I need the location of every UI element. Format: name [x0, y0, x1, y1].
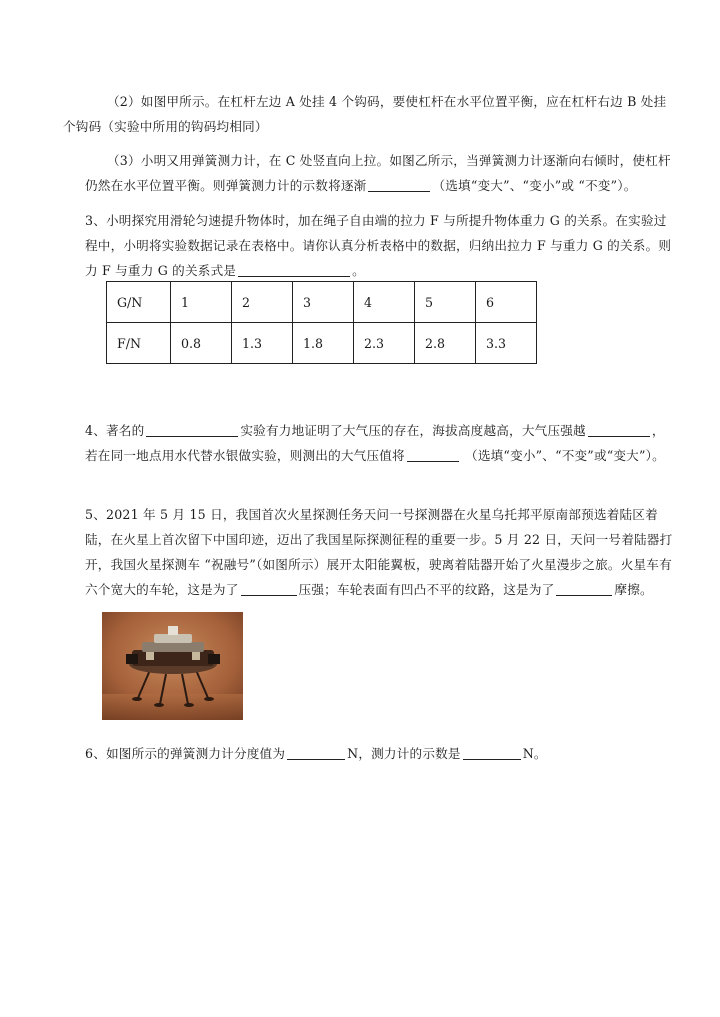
item-4-text: 4、著名的	[85, 423, 145, 438]
item-4-text-cont: 实验有力地证明了大气压的存在，海拔高度越高，大气压强越	[240, 423, 586, 438]
question-2	[63, 89, 675, 139]
answer-blank	[146, 422, 238, 437]
table-cell: 6	[476, 282, 537, 323]
table-cell: 1	[171, 282, 232, 323]
table-row-label: F/N	[107, 323, 171, 364]
table-cell: 1.8	[293, 323, 354, 364]
table-cell: 2	[232, 282, 293, 323]
table-cell: 0.8	[171, 323, 232, 364]
item-6-text-cont: N，测力计的示数是	[347, 746, 461, 761]
item-3-text-end: 。	[352, 263, 365, 278]
answer-blank	[287, 745, 345, 760]
answer-blank	[407, 447, 459, 462]
question-3-text: （3）小明又用弹簧测力计，在 C 处竖直向上拉。如图乙所示，当弹簧测力计逐渐向右倾时，使杠杆仍然在水平位置平衡。则弹簧测力计的示数将逐渐	[85, 153, 671, 193]
question-3	[85, 148, 675, 198]
item-5-text-end: 摩擦。	[614, 582, 653, 597]
table-cell: 2.8	[415, 323, 476, 364]
item-5-text-cont: 压强；车轮表面有凹凸不平的纹路，这是为了	[298, 582, 555, 597]
item-5	[85, 502, 675, 602]
table-cell: 2.3	[354, 323, 415, 364]
question-2-text: （2）如图甲所示。在杠杆左边 A 处挂 4 个钩码，要使杠杆在水平位置平衡，应在杠杆右边 B 处挂	[107, 94, 667, 109]
mars-lander-photo	[102, 612, 243, 720]
table-cell: 3.3	[476, 323, 537, 364]
item-6-text: 6、如图所示的弹簧测力计分度值为	[85, 746, 286, 761]
item-4	[85, 418, 675, 468]
answer-blank	[238, 262, 350, 277]
item-6	[85, 741, 675, 766]
table-row-label: G/N	[107, 282, 171, 323]
answer-blank	[463, 745, 521, 760]
data-table	[106, 281, 537, 364]
item-6-text-end: N。	[522, 746, 547, 761]
question-3-text-cont: （选填“变大”、“变小”或 “不变”）。	[432, 178, 637, 193]
table-cell: 4	[354, 282, 415, 323]
question-2-text-cont: 个钩码（实验中所用的钩码均相同）	[63, 119, 268, 134]
item-3-text: 3、小明探究用滑轮匀速提升物体时，加在绳子自由端的拉力 F 与所提升物体重力 G 的关系。在实验过程中，小明将实验数据记录在表格中。请你认真分析表格中的数据，归纳出拉力 F 与重力 G 的关系。则力 F 与重力 G 的关系式是	[85, 213, 672, 278]
item-4-text-cont2: ，若在同一地点用水代替水银做实验，则测出的大气压值将	[85, 423, 665, 463]
answer-blank	[588, 422, 650, 437]
answer-blank	[368, 177, 430, 192]
item-5-text: 5、2021 年 5 月 15 日，我国首次火星探测任务天问一号探测器在火星乌托邦平原南部预选着陆区着陆，在火星上首次留下中国印迹，迈出了我国星际探测征程的重要一步。5 月 22 日，天问一号着陆器打开，我国火星探测车 “祝融号”（如图所示）展开太阳能翼板，驶离着陆器开始了火星漫步之旅。火星车有六个宽大的车轮，这是为了	[85, 507, 673, 597]
table-cell: 5	[415, 282, 476, 323]
item-4-text-end: （选填“变小”、“不变”或“变大”）。	[460, 448, 665, 463]
item-3	[85, 208, 675, 283]
table-cell: 1.3	[232, 323, 293, 364]
table-cell: 3	[293, 282, 354, 323]
answer-blank	[556, 581, 612, 596]
table-row	[107, 323, 537, 364]
answer-blank	[241, 581, 297, 596]
table-row	[107, 282, 537, 323]
